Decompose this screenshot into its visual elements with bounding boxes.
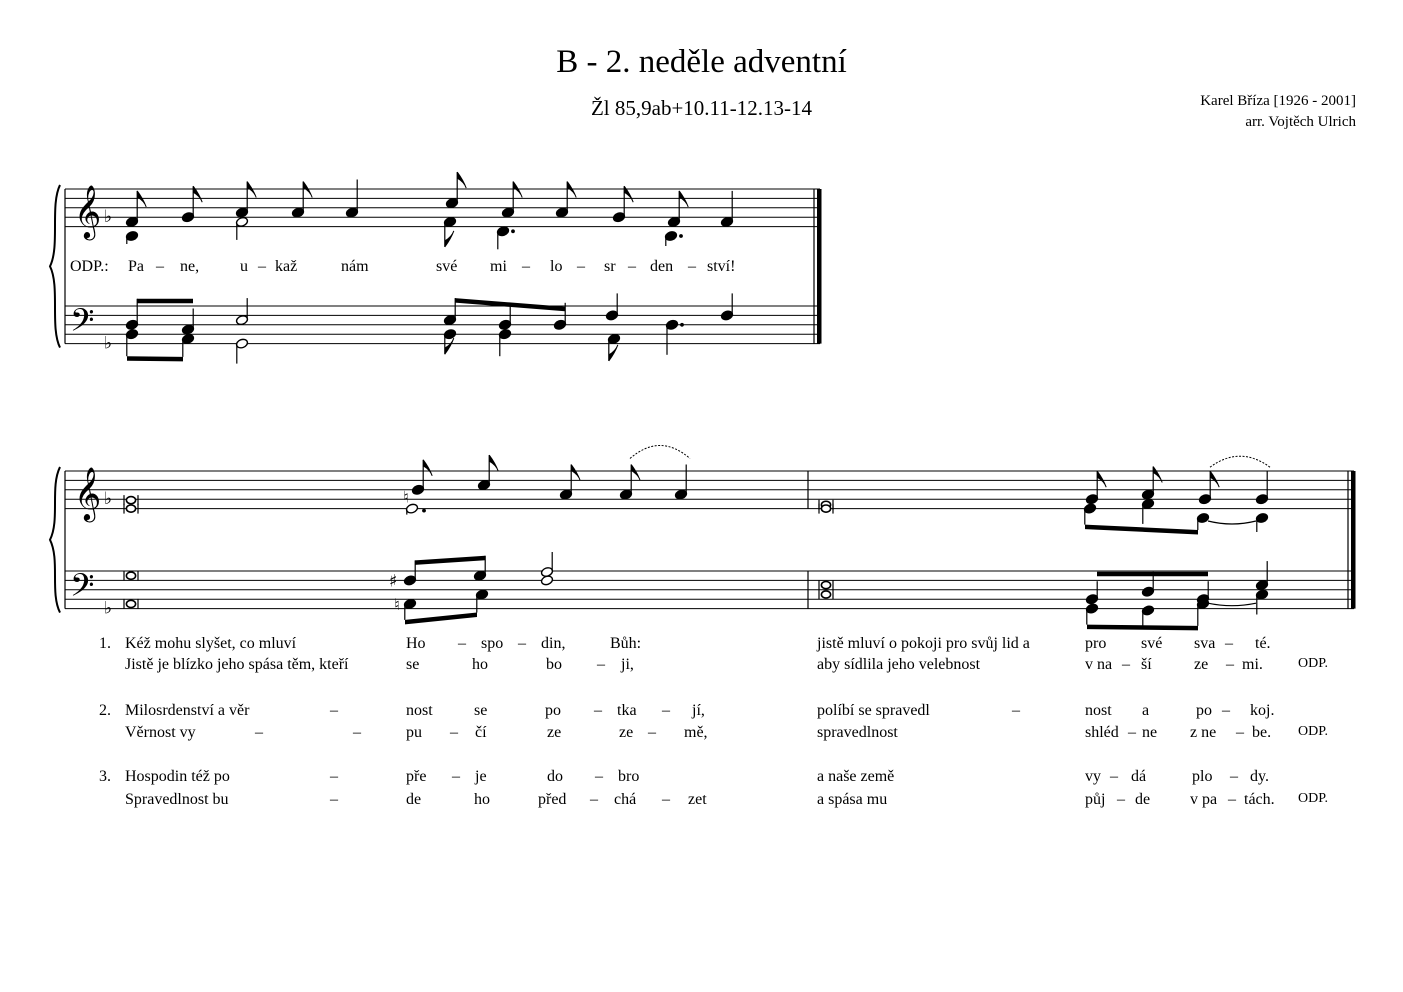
verse-syllable: ji, — [621, 656, 634, 673]
verse-syllable: spo — [481, 635, 504, 652]
verse-syllable: – — [590, 791, 598, 808]
verse-number: 2. — [99, 702, 111, 719]
verse-syllable: čí — [475, 724, 487, 741]
refrain-syllable: sr — [604, 258, 616, 275]
verse-syllable: mi. — [1242, 656, 1263, 673]
verse-syllable: de — [406, 791, 422, 808]
verse-syllable: z ne — [1190, 724, 1217, 741]
sharp-accidental: ♯ — [389, 571, 398, 592]
verse-syllable: – — [1225, 635, 1233, 652]
verse-syllable: – — [330, 702, 338, 719]
refrain-syllable: den — [650, 258, 674, 275]
psalm-reference: Žl 85,9ab+10.11-12.13-14 — [590, 96, 813, 120]
bass-clef: 𝄢 — [70, 302, 95, 346]
verse-syllable: ze — [619, 724, 634, 741]
odp-marker: ODP. — [1298, 656, 1328, 671]
refrain-syllable: – — [577, 258, 585, 275]
composer-name: Karel Bříza [1926 - 2001] — [1200, 93, 1356, 109]
verse-syllable: Bůh: — [610, 635, 642, 652]
key-flat: ♭ — [104, 333, 113, 354]
verse-syllable: je — [475, 768, 487, 785]
verse-syllable: – — [255, 724, 263, 741]
refrain-syllable: Pa — [128, 258, 144, 275]
refrain-syllable: – — [258, 258, 266, 275]
verse-text: Hospodin též po — [125, 768, 230, 785]
verse-syllable: – — [330, 768, 338, 785]
natural-accidental: ♮ — [394, 594, 400, 614]
treble-clef: 𝄞 — [74, 466, 102, 520]
refrain-syllable: – — [522, 258, 530, 275]
refrain-syllable: ne, — [180, 258, 200, 275]
verse-syllable: – — [1110, 768, 1118, 785]
refrain-syllable: kaž — [275, 258, 298, 275]
arranger-name: arr. Vojtěch Ulrich — [1245, 114, 1356, 130]
verse-syllable: – — [450, 724, 458, 741]
refrain-syllable: své — [436, 258, 458, 275]
verse-syllable: mě, — [684, 724, 708, 741]
natural-accidental: ♮ — [403, 487, 409, 507]
verse-text: Jistě je blízko jeho spása těm, kteří — [125, 656, 349, 673]
verse-text: jistě mluví o pokoji pro svůj lid a — [817, 635, 1030, 652]
bass-clef: 𝄢 — [70, 567, 95, 611]
verse-text: aby sídlila jeho velebnost — [817, 656, 981, 673]
verse-syllable: de — [1135, 791, 1151, 808]
verse-syllable: ze — [1194, 656, 1209, 673]
refrain-syllable: – — [688, 258, 696, 275]
verse-syllable: zet — [688, 791, 707, 808]
refrain-label: ODP.: — [70, 258, 109, 275]
verse-syllable: po — [545, 702, 561, 719]
verse-syllable: – — [1222, 702, 1230, 719]
verse-text: spravedlnost — [817, 724, 898, 741]
verse-syllable: té. — [1255, 635, 1271, 652]
page-title: B - 2. neděle adventní — [556, 44, 847, 80]
verse-syllable: bro — [618, 768, 640, 785]
verse-syllable: – — [1228, 791, 1236, 808]
refrain-syllable: nám — [341, 258, 369, 275]
verse-syllable: – — [518, 635, 526, 652]
verse-syllable: před — [538, 791, 567, 808]
verse-syllable: ho — [474, 791, 490, 808]
verse-syllable: a — [1142, 702, 1150, 719]
verse-syllable: – — [330, 791, 338, 808]
verse-syllable: – — [1122, 656, 1130, 673]
verse-syllable: jí, — [692, 702, 705, 719]
key-flat: ♭ — [104, 489, 113, 510]
verse-syllable: – — [452, 768, 460, 785]
verse-syllable: pro — [1085, 635, 1107, 652]
verse-syllable: sva — [1194, 635, 1216, 652]
verse-syllable: – — [648, 724, 656, 741]
verse-syllable: – — [595, 768, 603, 785]
verse-syllable: koj. — [1250, 702, 1275, 719]
verse-syllable: – — [597, 656, 605, 673]
key-flat: ♭ — [104, 598, 113, 619]
verse-syllable: shléd — [1085, 724, 1119, 741]
refrain-syllable: mi — [490, 258, 507, 275]
refrain-syllable: – — [628, 258, 636, 275]
refrain-syllable: – — [156, 258, 164, 275]
verse-syllable: – — [662, 791, 670, 808]
verse-syllable: vy — [1085, 768, 1101, 785]
verse-syllable: ne — [1142, 724, 1158, 741]
verse-syllable: nost — [406, 702, 433, 719]
verse-syllable: v na — [1085, 656, 1113, 673]
verse-text: a naše země — [817, 768, 895, 785]
refrain-syllable: lo — [550, 258, 563, 275]
verse-syllable: ho — [472, 656, 488, 673]
odp-marker: ODP. — [1298, 791, 1328, 806]
verse-syllable: pu — [406, 724, 422, 741]
verse-syllable: tách. — [1244, 791, 1275, 808]
verse-syllable: plo — [1192, 768, 1213, 785]
verse-syllable: – — [662, 702, 670, 719]
verse-number: 3. — [99, 768, 111, 785]
verse-syllable: ze — [547, 724, 562, 741]
verse-text: políbí se spravedl — [817, 702, 930, 719]
verse-syllable: pře — [406, 768, 427, 785]
verse-syllable: – — [1236, 724, 1244, 741]
verse-syllable: – — [1012, 702, 1020, 719]
refrain-syllable: ství! — [707, 258, 736, 275]
verse-text: Spravedlnost bu — [125, 791, 229, 808]
verse-text: Věrnost vy — [125, 724, 196, 741]
verse-syllable: Ho — [406, 635, 426, 652]
key-flat: ♭ — [104, 207, 113, 228]
verse-syllable: po — [1196, 702, 1212, 719]
verse-syllable: tka — [617, 702, 637, 719]
verse-syllable: chá — [614, 791, 637, 808]
verse-syllable: dá — [1131, 768, 1147, 785]
verse-syllable: be. — [1252, 724, 1272, 741]
verse-syllable: – — [1230, 768, 1238, 785]
verse-syllable: dy. — [1250, 768, 1269, 785]
verse-number: 1. — [99, 635, 111, 652]
treble-clef: 𝄞 — [74, 184, 102, 238]
verse-syllable: v pa — [1190, 791, 1218, 808]
verse-syllable: – — [1128, 724, 1136, 741]
verse-syllable: nost — [1085, 702, 1112, 719]
verse-syllable: se — [406, 656, 420, 673]
odp-marker: ODP. — [1298, 724, 1328, 739]
verse-syllable: půj — [1085, 791, 1106, 808]
verse-syllable: – — [1226, 656, 1234, 673]
verse-syllable: bo — [546, 656, 562, 673]
verse-syllable: ší — [1141, 656, 1152, 673]
refrain-syllable: u — [240, 258, 248, 275]
verse-text: Milosrdenství a věr — [125, 702, 250, 719]
verse-syllable: – — [594, 702, 602, 719]
verse-syllable: se — [474, 702, 488, 719]
verse-text: Kéž mohu slyšet, co mluví — [125, 635, 297, 652]
verse-syllable: – — [1117, 791, 1125, 808]
verse-text: a spása mu — [817, 791, 888, 808]
verse-syllable: své — [1141, 635, 1163, 652]
verse-syllable: din, — [541, 635, 566, 652]
verse-syllable: – — [458, 635, 466, 652]
verse-syllable: – — [353, 724, 361, 741]
verse-syllable: do — [547, 768, 563, 785]
